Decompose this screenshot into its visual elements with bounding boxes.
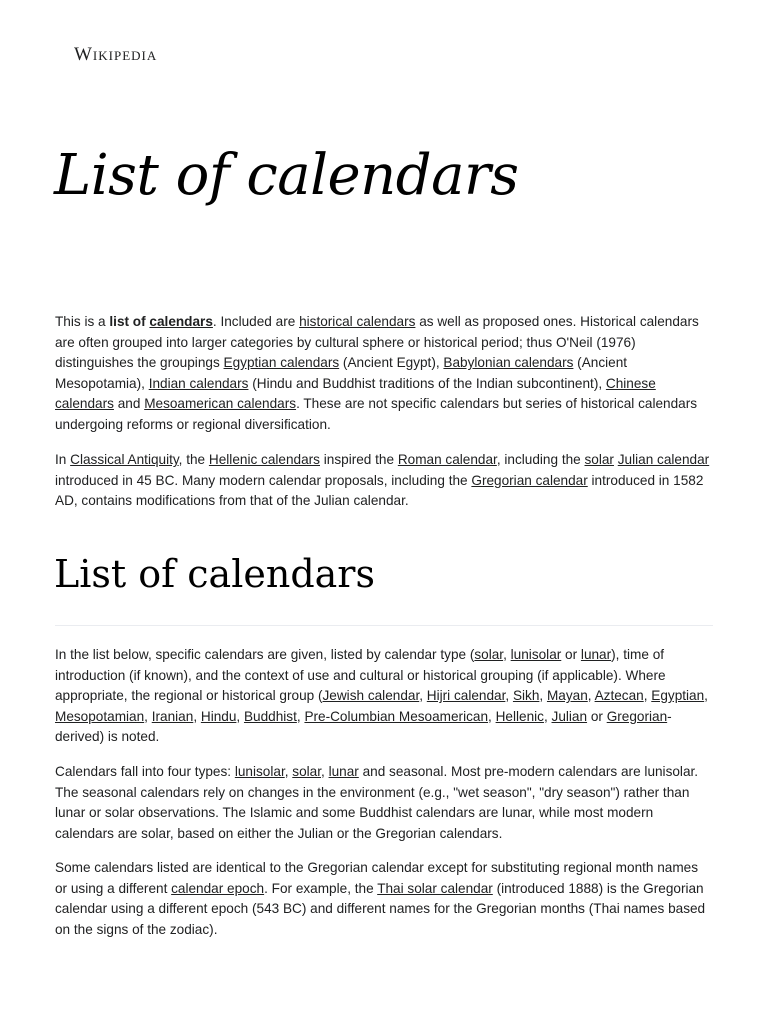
link-sikh[interactable]: Sikh bbox=[512, 688, 540, 703]
text: Calendars fall into four types: bbox=[55, 764, 235, 779]
text: list of bbox=[109, 314, 150, 329]
intro-paragraph-2 bbox=[55, 450, 713, 512]
text: or bbox=[561, 647, 581, 662]
text: , bbox=[704, 688, 708, 703]
link-indian-calendars[interactable]: Indian calendars bbox=[148, 375, 249, 391]
heading-divider bbox=[55, 625, 713, 626]
text: introduced in 1582 AD, contains modifications from that of the Julian calendar. bbox=[55, 472, 704, 508]
text: In bbox=[55, 452, 71, 467]
link-iranian[interactable]: Iranian bbox=[151, 708, 194, 724]
text: , bbox=[144, 708, 152, 724]
link-solar[interactable]: solar bbox=[292, 764, 321, 779]
link-lunar[interactable]: lunar bbox=[328, 764, 359, 779]
link-hellenic-calendars[interactable]: Hellenic calendars bbox=[208, 452, 320, 467]
link-solar[interactable]: solar bbox=[584, 452, 614, 467]
text: , bbox=[543, 708, 552, 724]
link-pre-columbian-mesoamerican[interactable]: Pre-Columbian Mesoamerican bbox=[304, 708, 489, 724]
link-thai-solar-calendar[interactable]: Thai solar calendar bbox=[377, 880, 493, 896]
text: Some calendars listed are identical to the Gregorian calendar except for substituting regional month names or using a different bbox=[55, 860, 699, 896]
text: , bbox=[193, 708, 201, 724]
text: , bbox=[503, 647, 511, 662]
link-mesoamerican-calendars[interactable]: Mesoamerican calendars bbox=[144, 396, 297, 411]
text: , bbox=[505, 688, 513, 703]
text: , the bbox=[178, 452, 209, 467]
text: as well as proposed ones. Historical calendars are often grouped into larger categories by cultural sphere or historical period; thus O'Neil (1976) distinguishes the groupings bbox=[55, 314, 699, 370]
link-lunar[interactable]: lunar bbox=[580, 647, 612, 662]
link-roman-calendar[interactable]: Roman calendar bbox=[397, 452, 497, 467]
link-babylonian-calendars[interactable]: Babylonian calendars bbox=[443, 355, 574, 370]
link-calendars[interactable]: calendars bbox=[149, 314, 213, 329]
link-chinese-calendars[interactable]: Chinese calendars bbox=[55, 375, 656, 411]
text: (Ancient Mesopotamia), bbox=[55, 355, 628, 391]
link-lunisolar[interactable]: lunisolar bbox=[510, 647, 562, 662]
link-jewish-calendar[interactable]: Jewish calendar bbox=[322, 688, 420, 703]
link-julian[interactable]: Julian bbox=[551, 708, 588, 724]
text: , bbox=[419, 688, 427, 703]
text: , bbox=[643, 688, 652, 703]
link-julian-calendar[interactable]: Julian calendar bbox=[617, 452, 710, 467]
text: , bbox=[539, 688, 547, 703]
link-lunisolar[interactable]: lunisolar bbox=[234, 764, 285, 779]
section-heading: List of calendars bbox=[54, 552, 375, 596]
text: or bbox=[587, 708, 607, 724]
text: (Hindu and Buddhist traditions of the Indian subcontinent), bbox=[248, 375, 606, 391]
text: ), time of introduction (if known), and the context of use and cultural or historical grouping (if applicable). Where appropriate, the regional or historical group ( bbox=[55, 647, 666, 703]
text: In the list below, specific calendars are given, listed by calendar type ( bbox=[55, 647, 475, 662]
text: and bbox=[113, 396, 145, 411]
link-gregorian-calendar[interactable]: Gregorian calendar bbox=[471, 472, 588, 488]
link-hijri-calendar[interactable]: Hijri calendar bbox=[426, 688, 506, 703]
section-paragraph-1 bbox=[55, 645, 713, 748]
link-hellenic[interactable]: Hellenic bbox=[495, 708, 544, 724]
text: -derived) is noted. bbox=[55, 708, 672, 744]
text: , bbox=[284, 764, 293, 779]
link-mesopotamian[interactable]: Mesopotamian bbox=[55, 708, 145, 724]
link-solar[interactable]: solar bbox=[474, 647, 504, 662]
text: , including the bbox=[496, 452, 585, 467]
wikipedia-wordmark[interactable]: Wikipedia bbox=[74, 44, 158, 65]
section-paragraph-3 bbox=[55, 858, 713, 940]
text: introduced in 45 BC. Many modern calendar proposals, including the bbox=[55, 472, 472, 488]
text: (introduced 1888) is the Gregorian calendar using a different epoch (543 BC) and different names for the Gregorian months (Thai names based on the signs of the zodiac). bbox=[55, 880, 706, 937]
link-mayan[interactable]: Mayan bbox=[546, 688, 588, 703]
link-egyptian-calendars[interactable]: Egyptian calendars bbox=[223, 355, 340, 370]
link-egyptian[interactable]: Egyptian bbox=[651, 688, 705, 703]
link-gregorian[interactable]: Gregorian bbox=[606, 708, 668, 724]
link-calendar-epoch[interactable]: calendar epoch bbox=[171, 880, 265, 896]
section-paragraph-2 bbox=[55, 762, 713, 844]
text: , bbox=[296, 708, 305, 724]
text: This is a bbox=[55, 314, 110, 329]
link-aztecan[interactable]: Aztecan bbox=[594, 688, 644, 703]
intro-paragraph-1 bbox=[55, 312, 713, 435]
text: , bbox=[488, 708, 496, 724]
text: , bbox=[587, 688, 595, 703]
text: and seasonal. Most pre-modern calendars are lunisolar. The seasonal calendars rely on changes in the environment (e.g., "wet season", "dry season") rather than lunar or solar observations. The Islamic and some Buddhist calendars are lunar, while most modern calendars are solar, based on either the Julian or the Gregorian calendars. bbox=[55, 764, 699, 841]
text: . For example, the bbox=[264, 880, 378, 896]
text: (Ancient Egypt), bbox=[339, 355, 444, 370]
text: , bbox=[321, 764, 329, 779]
link-historical-calendars[interactable]: historical calendars bbox=[299, 314, 416, 329]
link-hindu[interactable]: Hindu bbox=[200, 708, 237, 724]
text: . Included are bbox=[212, 314, 300, 329]
link-classical-antiquity[interactable]: Classical Antiquity bbox=[70, 452, 179, 467]
text: . These are not specific calendars but series of historical calendars undergoing reforms or regional diversification. bbox=[55, 396, 698, 432]
page-title: List of calendars bbox=[54, 143, 519, 208]
text: , bbox=[236, 708, 244, 724]
link-buddhist[interactable]: Buddhist bbox=[243, 708, 297, 724]
text: inspired the bbox=[319, 452, 398, 467]
